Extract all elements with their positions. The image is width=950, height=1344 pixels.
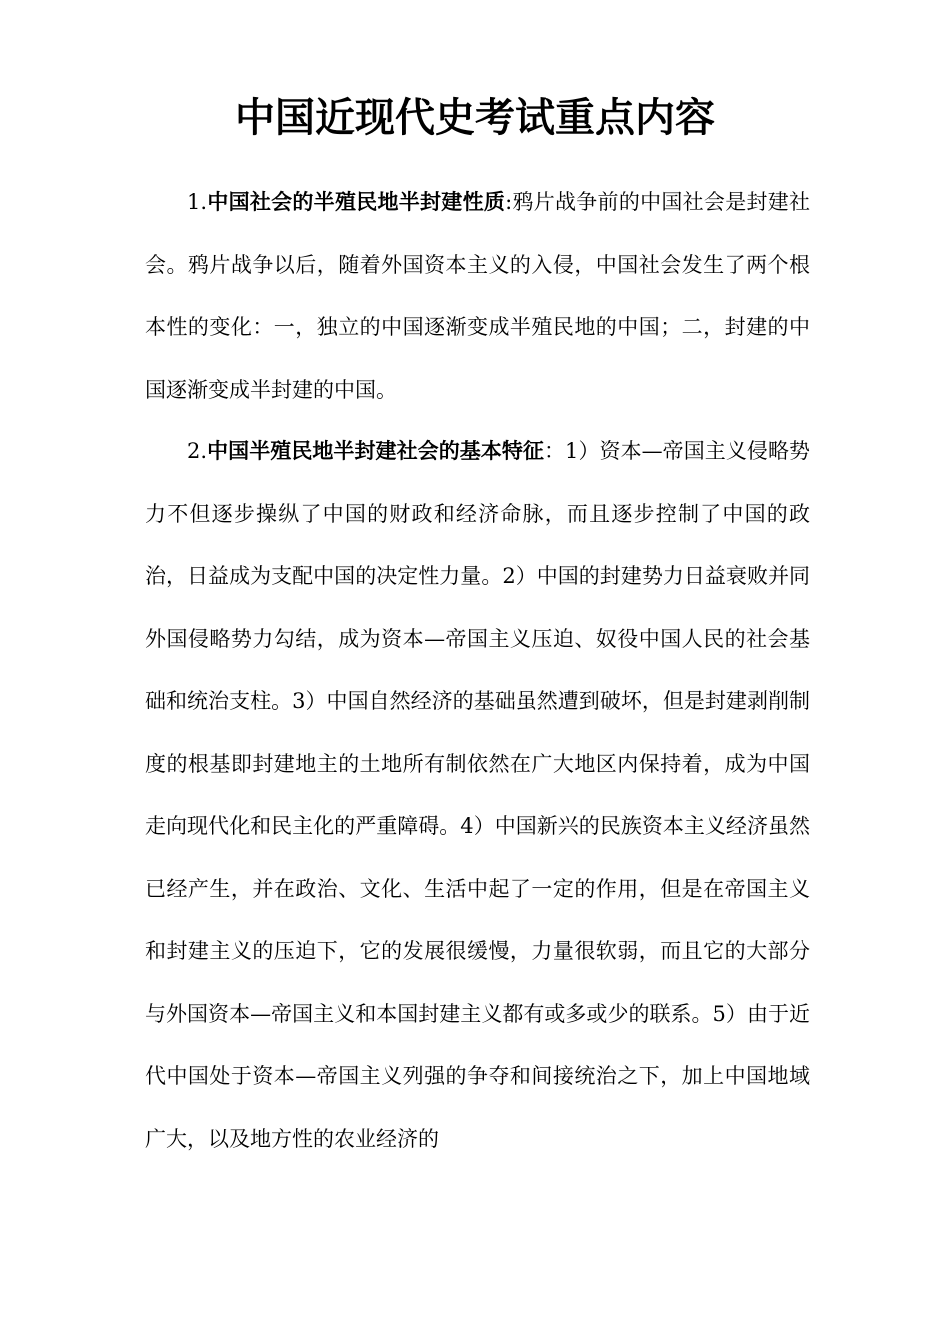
section-2-separator: ：	[543, 439, 566, 463]
section-1-separator: :	[505, 190, 513, 214]
section-2-body: 1）资本—帝国主义侵略势力不但逐步操纵了中国的财政和经济命脉，而且逐步控制了中国的政治，日益成为支配中国的决定性力量。2）中国的封建势力日益衰败并同外国侵略势力勾结，成为资本—帝国主义压迫、奴役中国人民的社会基础和统治支柱。3）中国自然经济的基础虽然遭到破坏，但是封建剥削制度的根基即封建地主的土地所有制依然在广大地区内保持着，成为中国走向现代化和民主化的严重障碍。4）中国新兴的民族资本主义经济虽然已经产生，并在政治、文化、生活中起了一定的作用，但是在帝国主义和封建主义的压迫下，它的发展很缓慢，力量很软弱，而且它的大部分与外国资本—帝国主义和本国封建主义都有或多或少的联系。5）由于近代中国处于资本—帝国主义列强的争夺和间接统治之下，加上中国地域广大，以及地方性的农业经济的	[145, 439, 811, 1151]
section-2-paragraph	[145, 420, 810, 1170]
section-2-number: 2.	[187, 439, 208, 463]
section-1-heading: 中国社会的半殖民地半封建性质	[207, 190, 506, 214]
section-2-heading: 中国半殖民地半封建社会的基本特征	[207, 439, 544, 463]
section-1-body: 鸦片战争前的中国社会是封建社会。鸦片战争以后，随着外国资本主义的入侵，中国社会发生了两个根本性的变化：一，独立的中国逐渐变成半殖民地的中国；二，封建的中国逐渐变成半封建的中国。	[145, 190, 811, 402]
document-title: 中国近现代史考试重点内容	[235, 95, 715, 141]
section-1-number: 1.	[187, 190, 208, 214]
section-1-paragraph	[145, 171, 810, 421]
